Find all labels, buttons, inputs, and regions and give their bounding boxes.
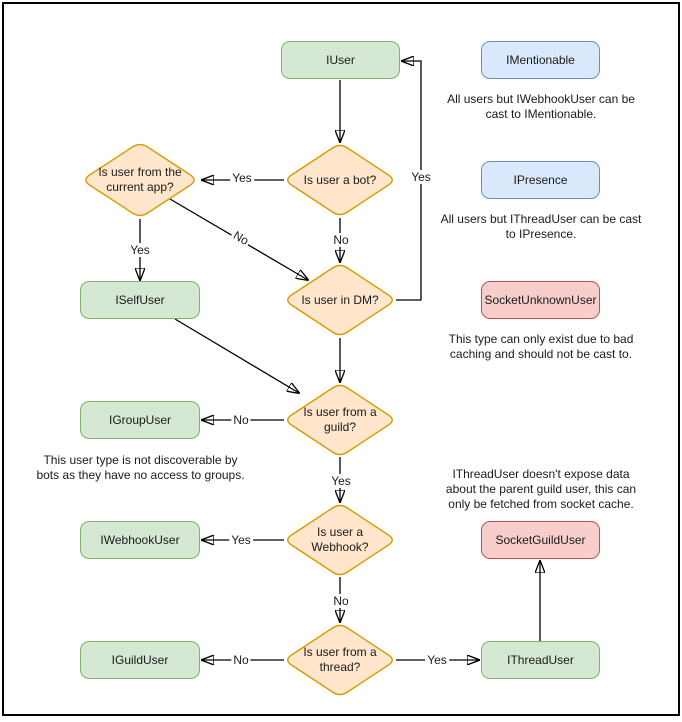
decision-is-bot xyxy=(284,143,396,217)
edge-label-app-to-dm: No xyxy=(230,228,252,248)
decision-is-current-app xyxy=(82,142,198,218)
node-ithreaduser: IThreadUser xyxy=(481,641,600,679)
decision-is-dm xyxy=(284,263,396,337)
edge-label-webhook-to-iwebhook: Yes xyxy=(231,533,251,547)
note-unknown: This type can only exist due to bad caching and should not be cast to. xyxy=(448,332,634,361)
node-igroupuser: IGroupUser xyxy=(80,401,200,439)
node-ipresence: IPresence xyxy=(481,161,600,199)
decision-is-dm-label: Is user in DM? xyxy=(301,292,379,307)
edge-label-bot-to-dm: No xyxy=(333,233,349,247)
node-socketunknownuser: SocketUnknownUser xyxy=(481,281,600,319)
edge-label-bot-to-app: Yes xyxy=(232,171,252,185)
edge-label-thread-to-ithread: Yes xyxy=(427,653,447,667)
decision-is-guild-label: Is user from a guild? xyxy=(303,405,377,434)
decision-is-guild xyxy=(284,383,396,457)
edge-label-webhook-to-thread: No xyxy=(333,594,349,608)
decision-is-thread xyxy=(284,623,396,697)
decision-is-webhook xyxy=(284,503,396,577)
note-presence: All users but IThreadUser can be cast to IPresence. xyxy=(440,212,642,241)
node-iselfuser: ISelfUser xyxy=(80,281,200,319)
decision-is-thread-label: Is user from a thread? xyxy=(303,645,377,674)
decision-is-webhook-label: Is user a Webhook? xyxy=(311,525,369,554)
node-iuser: IUser xyxy=(281,41,400,79)
edge-label-thread-to-iguild: No xyxy=(233,653,249,667)
edge-label-app-to-self: Yes xyxy=(130,243,150,257)
node-imentionable: IMentionable xyxy=(481,41,600,79)
decision-is-bot-label: Is user a bot? xyxy=(303,172,377,187)
decision-is-current-app-label: Is user from the current app? xyxy=(98,165,182,194)
node-iwebhookuser: IWebhookUser xyxy=(80,521,200,559)
edge-label-guild-to-webhook: Yes xyxy=(331,474,351,488)
node-iguilduser: IGuildUser xyxy=(80,641,200,679)
node-socketguilduser: SocketGuildUser xyxy=(481,521,600,559)
note-group: This user type is not discoverable by bots as they have no access to groups. xyxy=(36,453,245,482)
edge-label-guild-to-group: No xyxy=(233,413,249,427)
note-mentionable: All users but IWebhookUser can be cast to IMentionable. xyxy=(447,92,635,121)
edge-label-dm-to-iuser: Yes xyxy=(411,170,431,184)
note-thread: IThreadUser doesn't expose data about the parent guild user, this can only be fetched from socket cache. xyxy=(445,467,637,511)
arrow-iselfuser-to-guild xyxy=(175,319,299,393)
